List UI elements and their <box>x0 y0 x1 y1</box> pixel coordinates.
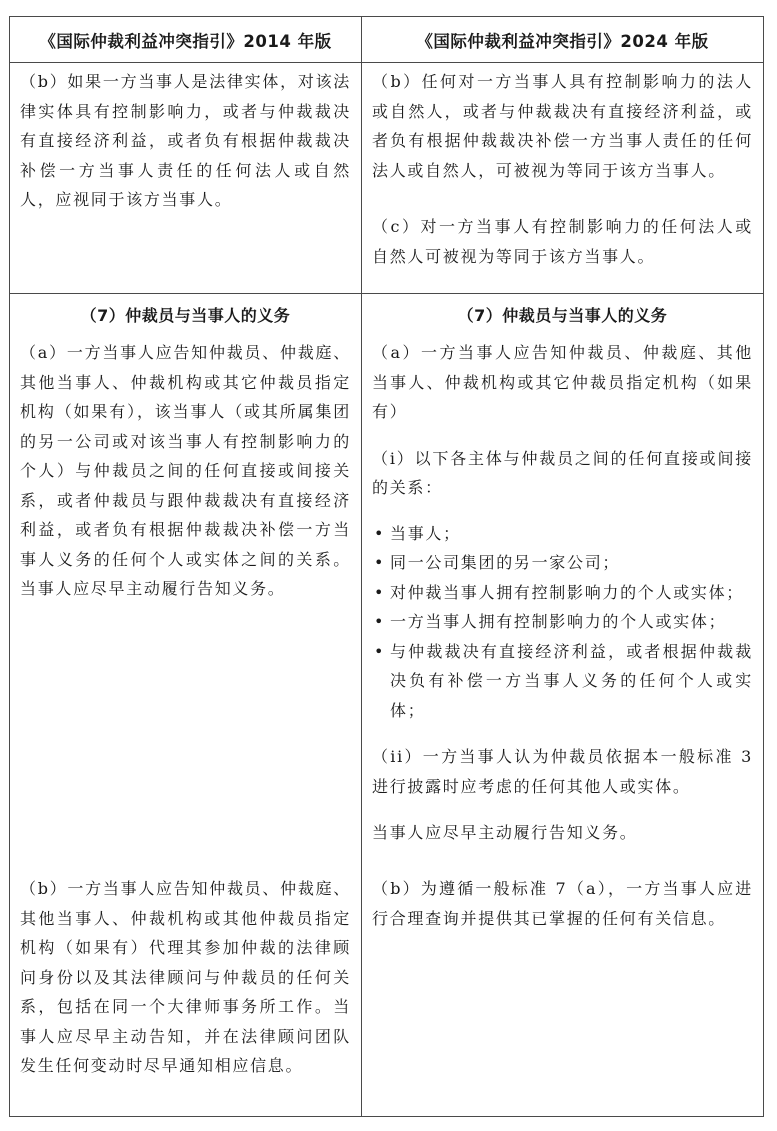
cell-2014-b <box>10 63 362 293</box>
para-2024-7b: （b）为遵循一般标准 7（a），一方当事人应进行合理查询并提供其已掌握的任何有关信息。 <box>372 879 753 928</box>
header-2014: 《国际仲裁利益冲突指引》2014 年版 <box>10 17 362 62</box>
para-2024-duty: 当事人应尽早主动履行告知义务。 <box>372 823 638 842</box>
bullet-icon: • <box>374 612 386 631</box>
entity-list <box>372 519 753 726</box>
row-section7-a <box>10 293 763 870</box>
header-row <box>10 17 763 62</box>
bullet-icon: • <box>374 553 386 572</box>
header-2024: 《国际仲裁利益冲突指引》2024 年版 <box>416 31 709 51</box>
para-2014-7a: （a）一方当事人应告知仲裁员、仲裁庭、其他当事人、仲裁机构或其它仲裁员指定机构（如果有），该当事人（或其所属集团的另一公司或对该当事人有控制影响力的个人）与仲裁员之间的任何直接或间接关系，或者仲裁员与跟仲裁裁决有直接经济利益，或者负有根据仲裁裁决补偿一方当事人义务的任何个人或实体之间的关系。当事人应尽早主动履行告知义务。 <box>20 343 351 598</box>
list-item: • 对仲裁当事人拥有控制影响力的个人或实体； <box>372 578 753 608</box>
bullet-icon: • <box>374 582 386 602</box>
para-2024-c: （c）对一方当事人有控制影响力的任何法人或自然人可被视为等同于该方当事人。 <box>372 217 753 266</box>
bullet-icon: • <box>374 641 386 661</box>
para-2024-b: （b）任何对一方当事人具有控制影响力的法人或自然人，或者与仲裁裁决有直接经济利益，或者负有根据仲裁裁决补偿一方当事人责任的任何法人或自然人，可被视为等同于该方当事人。 <box>372 72 753 180</box>
list-item: • 同一公司集团的另一家公司； <box>372 548 753 578</box>
cell-2014-7a <box>10 294 362 870</box>
para-2014-7b: （b）一方当事人应告知仲裁员、仲裁庭、其他当事人、仲裁机构或其他仲裁员指定机构（如果有）代理其参加仲裁的法律顾问身份以及其法律顾问与仲裁员的任何关系，包括在同一个大律师事务所工作。当事人应尽早主动告知，并在法律顾问团队发生任何变动时尽早通知相应信息。 <box>20 879 351 1075</box>
para-2024-7a-i: （i）以下各主体与仲裁员之间的任何直接或间接的关系： <box>372 448 753 497</box>
comparison-table <box>9 16 764 1117</box>
cell-2014-7b <box>10 870 362 1116</box>
list-item: • 与仲裁裁决有直接经济利益，或者根据仲裁裁决负有补偿一方当事人义务的任何个人或实体； <box>372 637 753 726</box>
list-item: • 当事人； <box>372 519 753 549</box>
bullet-icon: • <box>374 523 386 543</box>
row-section7-b <box>10 870 763 1116</box>
para-2024-7a-ii: （ii）一方当事人认为仲裁员依据本一般标准 3 进行披露时应考虑的任何其他人或实体。 <box>372 747 753 796</box>
section-title-2014: （7）仲裁员与当事人的义务 <box>80 306 291 325</box>
para-2024-7a: （a）一方当事人应告知仲裁员、仲裁庭、其他当事人、仲裁机构或其它仲裁员指定机构（如果有） <box>372 343 753 421</box>
cell-2024-b <box>362 63 763 293</box>
section-title-2024: （7）仲裁员与当事人的义务 <box>457 306 668 325</box>
cell-2024-7a <box>362 294 763 870</box>
cell-2024-7b <box>362 870 763 1116</box>
list-item: • 一方当事人拥有控制影响力的个人或实体； <box>372 607 753 637</box>
row-b <box>10 62 763 293</box>
para-2014-b: （b）如果一方当事人是法律实体，对该法律实体具有控制影响力，或者与仲裁裁决有直接经济利益，或者负有根据仲裁裁决补偿一方当事人责任的任何法人或自然人，应视同于该方当事人。 <box>20 72 351 209</box>
